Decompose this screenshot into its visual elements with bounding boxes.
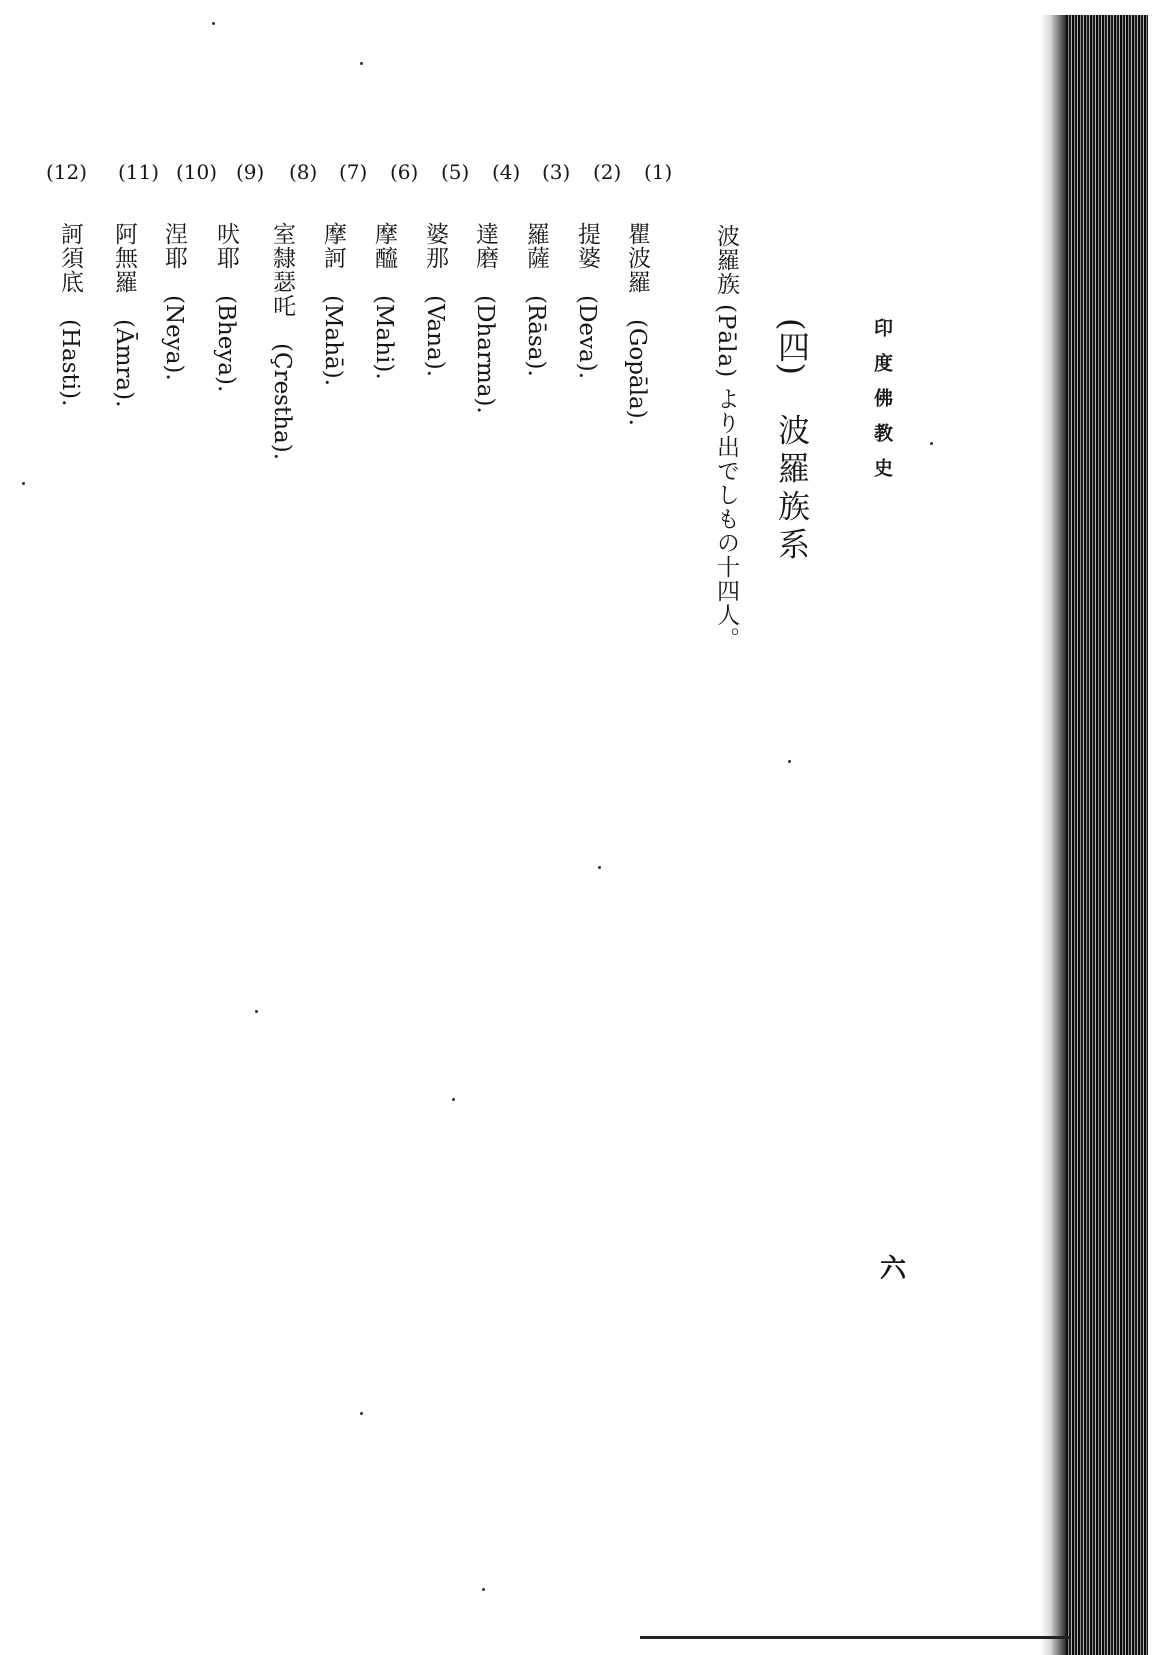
entry-romanized: (Deva). [574,295,600,380]
entry-index: (2) [593,160,622,184]
entry-5 [423,222,446,377]
entry-kanji: 吠耶 [213,222,239,270]
entry-11 [112,222,135,408]
entry-3 [524,222,547,377]
scan-speck [22,482,25,485]
scan-speck [255,1010,258,1013]
scan-speck [598,866,601,869]
scan-speck [360,1412,363,1415]
running-head: 印度佛教史 [871,318,893,493]
entry-index: (9) [236,160,265,184]
page-number: 六 [880,1254,907,1284]
entry-romanized: (Gopāla). [624,319,650,427]
entry-index: (7) [339,160,368,184]
entry-kanji: 羅薩 [523,222,549,270]
entry-9 [214,222,237,393]
entry-kanji: 摩訶 [320,222,346,270]
entry-kanji: 提婆 [574,222,600,270]
entry-kanji: 涅耶 [161,222,187,270]
entry-romanized: (Hasti). [57,319,83,407]
entry-index: (10) [176,160,218,184]
entry-kanji: 阿無羅 [111,222,137,294]
entry-2 [575,222,598,379]
entry-8 [270,222,293,460]
page-gutter-shadow [1040,15,1066,1655]
entry-index-row [46,160,686,190]
scan-speck [212,22,215,25]
entry-index: (3) [542,160,571,184]
entry-4 [473,222,496,414]
entry-6 [372,222,395,380]
entry-7 [321,222,344,386]
entry-romanized: (Mahi). [371,295,397,381]
entry-12 [58,222,81,407]
scan-speck [930,442,933,445]
entry-romanized: (Vana). [422,295,448,378]
intro-line [714,224,737,651]
entry-index: (1) [644,160,673,184]
entry-romanized: (Çrestha). [269,343,295,461]
entry-romanized: (Dharma). [472,295,498,415]
entry-romanized: (Rāsa). [523,295,549,378]
scan-speck [360,62,363,65]
entry-kanji: 瞿波羅 [624,222,650,294]
entry-index: (12) [46,160,88,184]
intro-tail: より出でしもの十四人。 [713,386,739,651]
entry-romanized: (Mahā). [320,295,346,387]
entry-1 [625,222,648,426]
entry-kanji: 達磨 [472,222,498,270]
section-number: (四) [773,318,811,375]
entry-index: (6) [390,160,419,184]
entry-romanized: (Neya). [161,295,187,382]
entry-kanji: 婆那 [422,222,448,270]
scan-speck [482,1588,485,1591]
entry-romanized: (Bheya). [213,295,239,393]
scan-speck [788,760,791,763]
section-title: 波羅族系 [773,413,811,566]
section-heading [773,318,811,566]
entry-kanji: 摩醯 [371,222,397,270]
scan-speck [452,1098,455,1101]
entry-kanji: 室隸瑟吒 [269,222,295,318]
intro-lead: 波羅族 [713,224,739,296]
entry-index: (4) [492,160,521,184]
page-bottom-rule [640,1636,1070,1639]
entry-romanized: (Āmra). [111,319,137,408]
intro-romanized: (Pāla) [713,304,739,379]
book-page-edge [1066,15,1148,1655]
entry-10 [162,222,185,381]
entry-index: (11) [118,160,160,184]
entry-index: (8) [289,160,318,184]
entry-kanji: 訶須底 [57,222,83,294]
entry-index: (5) [441,160,470,184]
